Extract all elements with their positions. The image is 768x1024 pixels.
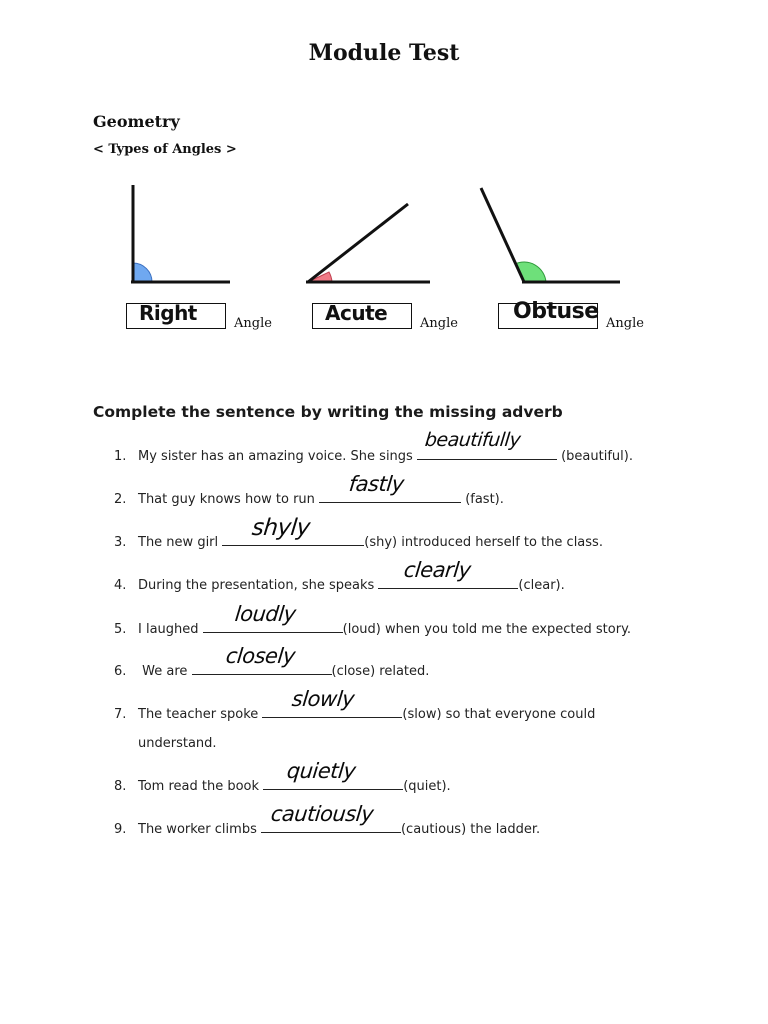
- answer-blank[interactable]: [203, 602, 343, 633]
- question-number: 5.: [114, 622, 127, 637]
- question-number: 7.: [114, 707, 127, 722]
- question-text: My sister has an amazing voice. She sings: [138, 449, 417, 464]
- handwritten-answer: clearly: [403, 558, 473, 582]
- question-1: [114, 429, 633, 464]
- handwritten-answer: closely: [224, 644, 296, 668]
- question-6: [114, 644, 430, 679]
- acute-angle-slanted-ray: [308, 204, 408, 282]
- question-hint: (beautiful).: [556, 449, 633, 464]
- question-hint: (slow) so that everyone could: [402, 707, 596, 722]
- question-hint: (close) related.: [331, 664, 430, 679]
- question-number: 9.: [114, 822, 127, 837]
- question-number: 6.: [114, 664, 127, 679]
- question-text: understand.: [138, 736, 217, 751]
- handwritten-answer: Acute: [325, 301, 388, 325]
- answer-blank[interactable]: [319, 472, 461, 503]
- answer-blank[interactable]: [378, 558, 518, 589]
- question-text: The worker climbs: [138, 822, 261, 837]
- handwritten-answer: shyly: [250, 515, 312, 541]
- question-hint: (shy) introduced herself to the class.: [364, 535, 603, 550]
- question-text: Tom read the book: [138, 779, 264, 794]
- question-hint: (quiet).: [403, 779, 451, 794]
- question-5: [114, 602, 632, 637]
- handwritten-answer: cautiously: [269, 802, 375, 826]
- question-hint: (loud) when you told me the expected story.: [342, 622, 632, 637]
- exercise-instruction: Complete the sentence by writing the missing adverb: [93, 403, 563, 421]
- handwritten-answer: slowly: [291, 687, 356, 711]
- question-8: [114, 759, 451, 794]
- question-text: During the presentation, she speaks: [138, 578, 379, 593]
- handwritten-answer: quietly: [285, 759, 357, 783]
- question-text: The teacher spoke: [138, 707, 263, 722]
- answer-blank[interactable]: [222, 515, 364, 546]
- question-9: [114, 802, 541, 837]
- question-text: That guy knows how to run: [138, 492, 320, 507]
- section-heading: Geometry: [93, 112, 180, 131]
- question-number: 3.: [114, 535, 127, 550]
- handwritten-answer: Obtuse: [513, 299, 599, 324]
- handwritten-answer: Right: [139, 301, 197, 325]
- obtuse-angle-slanted-ray: [481, 188, 524, 282]
- right-angle-arc: [133, 263, 152, 282]
- page-title: Module Test: [308, 40, 460, 66]
- obtuse-angle-figure: [475, 182, 625, 290]
- question-hint: (cautious) the ladder.: [400, 822, 541, 837]
- right-angle-figure: [120, 175, 240, 290]
- angle-label: Angle: [420, 316, 458, 331]
- answer-blank[interactable]: [192, 644, 332, 675]
- question-2: [114, 472, 504, 507]
- question-number: 4.: [114, 578, 127, 593]
- question-text: I laughed: [138, 622, 203, 637]
- question-number: 8.: [114, 779, 127, 794]
- answer-blank[interactable]: [263, 759, 403, 790]
- question-hint: (fast).: [461, 492, 504, 507]
- acute-angle-figure: [300, 195, 435, 290]
- handwritten-answer: fastly: [347, 472, 406, 496]
- question-number: 2.: [114, 492, 127, 507]
- question-7: [114, 687, 596, 722]
- angle-label: Angle: [606, 316, 644, 331]
- angle-label: Angle: [234, 316, 272, 331]
- question-text: We are: [138, 664, 192, 679]
- subsection-heading: < Types of Angles >: [93, 142, 237, 157]
- handwritten-answer: loudly: [233, 602, 297, 626]
- handwritten-answer: beautifully: [423, 429, 522, 451]
- question-3: [114, 515, 603, 550]
- angle-answer-box-obtuse[interactable]: [498, 299, 599, 329]
- answer-blank[interactable]: [261, 802, 401, 833]
- question-hint: (clear).: [518, 578, 565, 593]
- angle-answer-box-right[interactable]: [126, 303, 226, 329]
- angle-answer-box-acute[interactable]: [312, 303, 412, 329]
- question-text: The new girl: [138, 535, 223, 550]
- answer-blank[interactable]: [417, 429, 557, 460]
- question-4: [114, 558, 565, 593]
- question-7-continuation: [114, 736, 217, 751]
- answer-blank[interactable]: [262, 687, 402, 718]
- question-number: 1.: [114, 449, 127, 464]
